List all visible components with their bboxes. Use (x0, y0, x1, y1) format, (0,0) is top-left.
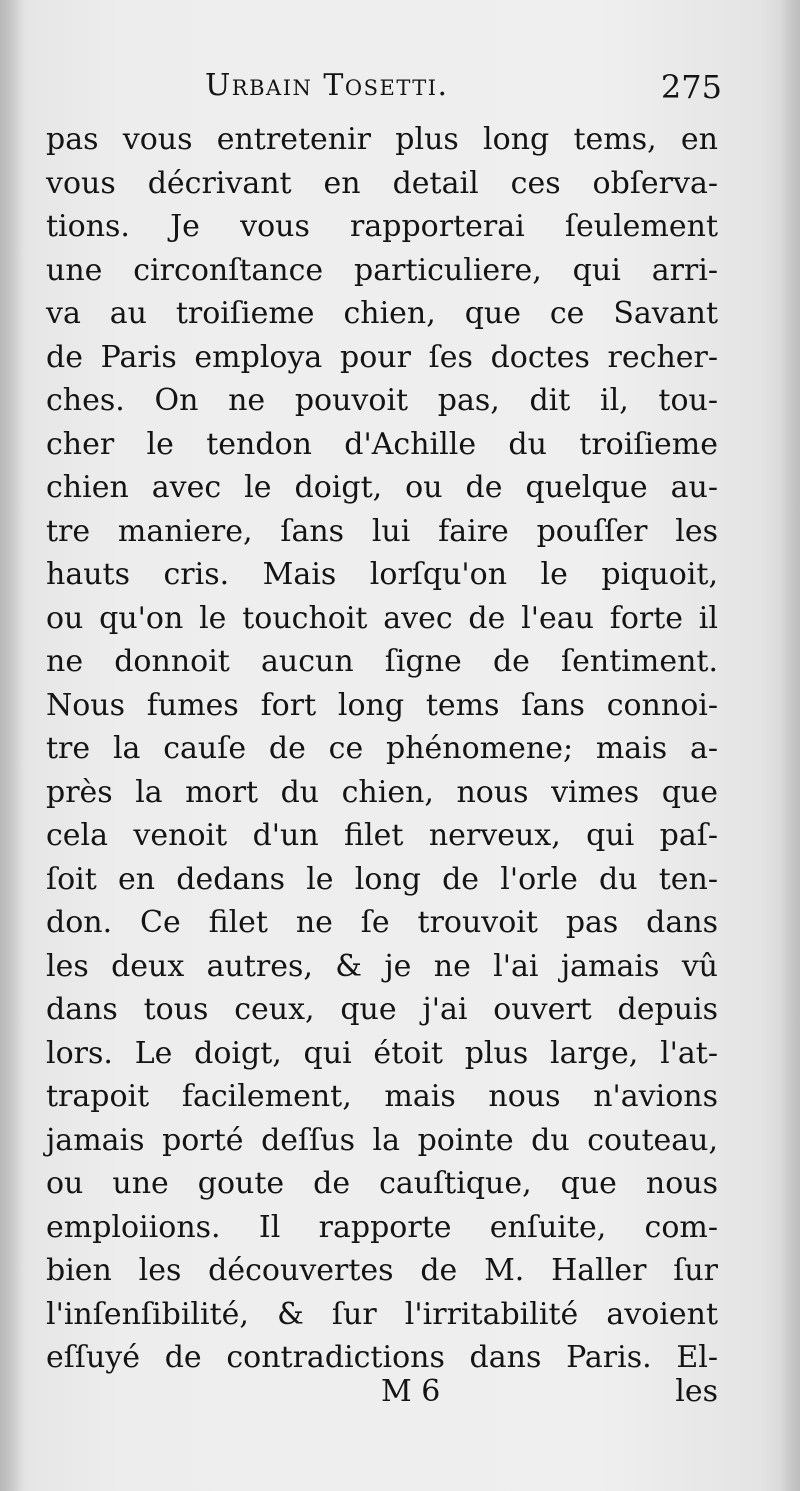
text-line: l'inſenſibilité, & ſur l'irritabilité avoient (46, 1296, 718, 1332)
page-number: 275 (660, 68, 722, 106)
text-line: de Paris employa pour ſes doctes recher- (46, 339, 718, 375)
page-header (165, 68, 722, 112)
signature-mark: M 6 (381, 1374, 441, 1409)
text-line: ſoit en dedans le long de l'orle du ten- (46, 861, 718, 897)
running-head: Urbain Tosetti. (205, 68, 449, 103)
text-line: ou une goute de cauſtique, que nous (46, 1166, 718, 1201)
text-line: vous décrivant en detail ces obſerva- (46, 165, 718, 201)
body-text (46, 118, 718, 1380)
text-line: tre la cauſe de ce phénomene; mais a- (46, 731, 718, 766)
text-line: chien avec le doigt, ou de quelque au- (46, 470, 718, 505)
text-line: cher le tendon d'Achille du troiſieme (46, 426, 718, 462)
page-edge-shadow (780, 0, 800, 1491)
text-line: don. Ce filet ne ſe trouvoit pas dans (46, 905, 718, 940)
page-footer (46, 1374, 718, 1418)
text-line: va au troiſieme chien, que ce Savant (46, 296, 718, 331)
text-line: pas vous entretenir plus long tems, en (46, 122, 718, 157)
text-line: cela venoit d'un filet nerveux, qui paſ- (46, 818, 718, 853)
text-line: tions. Je vous rapporterai ſeulement (46, 209, 718, 244)
text-line: près la mort du chien, nous vimes que (46, 774, 718, 810)
text-line: lors. Le doigt, qui étoit plus large, l'at- (46, 1035, 718, 1071)
text-line: une circonſtance particuliere, qui arri- (46, 252, 718, 288)
text-line: les deux autres, & je ne l'ai jamais vû (46, 948, 718, 984)
text-line: ou qu'on le touchoit avec de l'eau forte il (46, 600, 718, 636)
catchword: les (675, 1374, 718, 1409)
text-line: ches. On ne pouvoit pas, dit il, tou- (46, 383, 718, 418)
text-line: bien les découvertes de M. Haller ſur (46, 1253, 718, 1288)
text-line: Nous fumes fort long tems ſans connoi- (46, 687, 718, 723)
text-line: dans tous ceux, que j'ai ouvert depuis (46, 992, 718, 1027)
text-line: hauts cris. Mais lorſqu'on le piquoit, (46, 557, 718, 592)
text-line: emploiions. Il rapporte enſuite, com- (46, 1209, 718, 1245)
text-line: tre maniere, ſans lui faire pouſſer les (46, 513, 718, 549)
text-line: ne donnoit aucun ſigne de ſentiment. (46, 644, 718, 679)
text-line: eſſuyé de contradictions dans Paris. El- (46, 1340, 718, 1375)
text-line: jamais porté deſſus la pointe du couteau, (46, 1122, 718, 1158)
text-line: trapoit facilement, mais nous n'avions (46, 1079, 718, 1114)
